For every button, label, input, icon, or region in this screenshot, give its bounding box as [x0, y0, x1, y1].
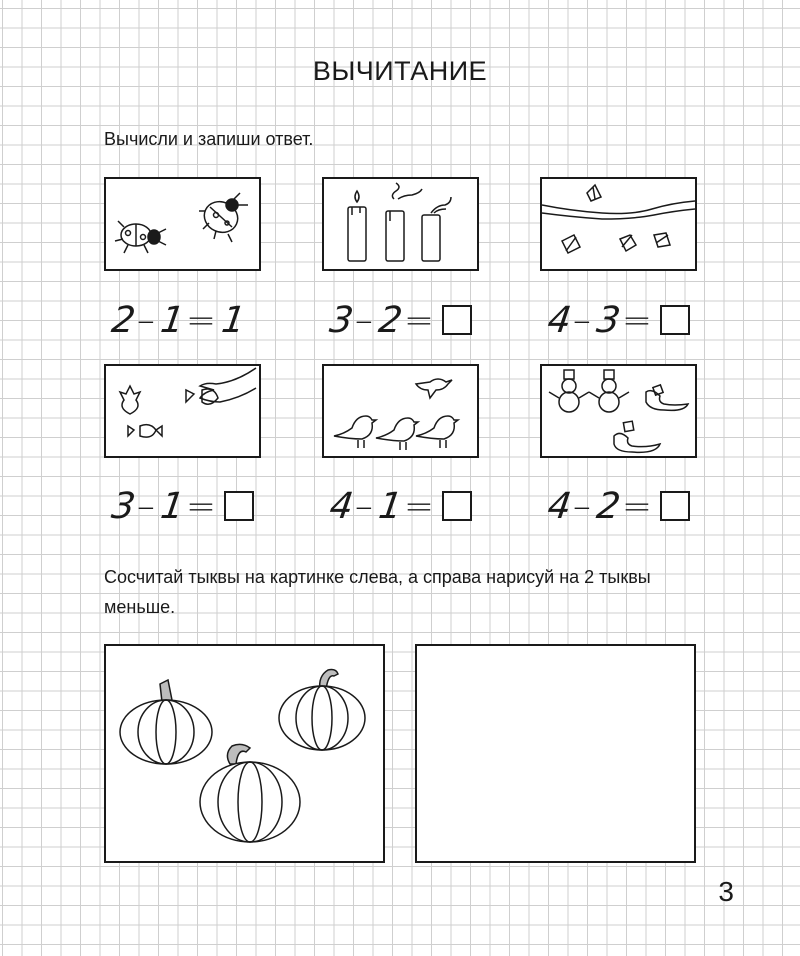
- answer-box[interactable]: [660, 305, 690, 335]
- pumpkin-icon: [279, 670, 365, 751]
- equation-minuend: 3: [327, 299, 356, 341]
- answer-box[interactable]: [442, 305, 472, 335]
- equals-sign: =: [621, 299, 652, 341]
- equation-minuend: 4: [545, 299, 574, 341]
- equation-minuend: 2: [109, 299, 138, 341]
- equation-subtrahend: 1: [158, 299, 187, 341]
- equation-subtrahend: 1: [376, 485, 405, 527]
- birds-icon: [324, 366, 477, 456]
- candies-hand-icon: [106, 366, 259, 456]
- answer-box[interactable]: [224, 491, 254, 521]
- equation-3: [545, 298, 690, 342]
- equals-sign: =: [185, 299, 216, 341]
- picture-branch-leaves: [540, 177, 697, 271]
- equals-sign: =: [621, 485, 652, 527]
- picture-snowmen: [540, 364, 697, 458]
- equation-6: [545, 484, 690, 528]
- instruction-pumpkins-line2: меньше.: [104, 597, 176, 617]
- equation-minuend: 4: [545, 485, 574, 527]
- equation-5: [327, 484, 472, 528]
- pumpkins-icon: [106, 646, 383, 861]
- equation-4: [109, 484, 254, 528]
- minus-sign: –: [572, 299, 591, 341]
- equation-1: [109, 298, 248, 342]
- answer-box[interactable]: [660, 491, 690, 521]
- picture-candles: [322, 177, 479, 271]
- branch-leaves-icon: [542, 179, 695, 269]
- answer-box[interactable]: [442, 491, 472, 521]
- page-number: 3: [718, 876, 734, 907]
- equation-subtrahend: 2: [594, 485, 623, 527]
- page-title: ВЫЧИТАНИЕ: [312, 56, 488, 86]
- minus-sign: –: [354, 299, 373, 341]
- equals-sign: =: [185, 485, 216, 527]
- pumpkins-drawing-box[interactable]: [415, 644, 696, 863]
- minus-sign: –: [572, 485, 591, 527]
- equation-answer: 1: [219, 299, 248, 341]
- snowmen-icon: [542, 366, 695, 456]
- equation-minuend: 3: [109, 485, 138, 527]
- picture-birds: [322, 364, 479, 458]
- pumpkin-icon: [200, 744, 300, 842]
- ladybugs-icon: [106, 179, 259, 269]
- picture-candies-hand: [104, 364, 261, 458]
- minus-sign: –: [354, 485, 373, 527]
- equation-2: [327, 298, 472, 342]
- equals-sign: =: [403, 485, 434, 527]
- instruction-pumpkins-line1: Сосчитай тыквы на картинке слева, а справа нарисуй на 2 тыквы: [104, 567, 651, 587]
- instruction-compute: Вычисли и запиши ответ.: [104, 129, 314, 149]
- minus-sign: –: [136, 299, 155, 341]
- candles-icon: [324, 179, 477, 269]
- minus-sign: –: [136, 485, 155, 527]
- pumpkin-icon: [120, 680, 212, 764]
- equation-minuend: 4: [327, 485, 356, 527]
- picture-ladybugs: [104, 177, 261, 271]
- equation-subtrahend: 2: [376, 299, 405, 341]
- equation-subtrahend: 3: [594, 299, 623, 341]
- pumpkins-picture-box: [104, 644, 385, 863]
- equation-subtrahend: 1: [158, 485, 187, 527]
- equals-sign: =: [403, 299, 434, 341]
